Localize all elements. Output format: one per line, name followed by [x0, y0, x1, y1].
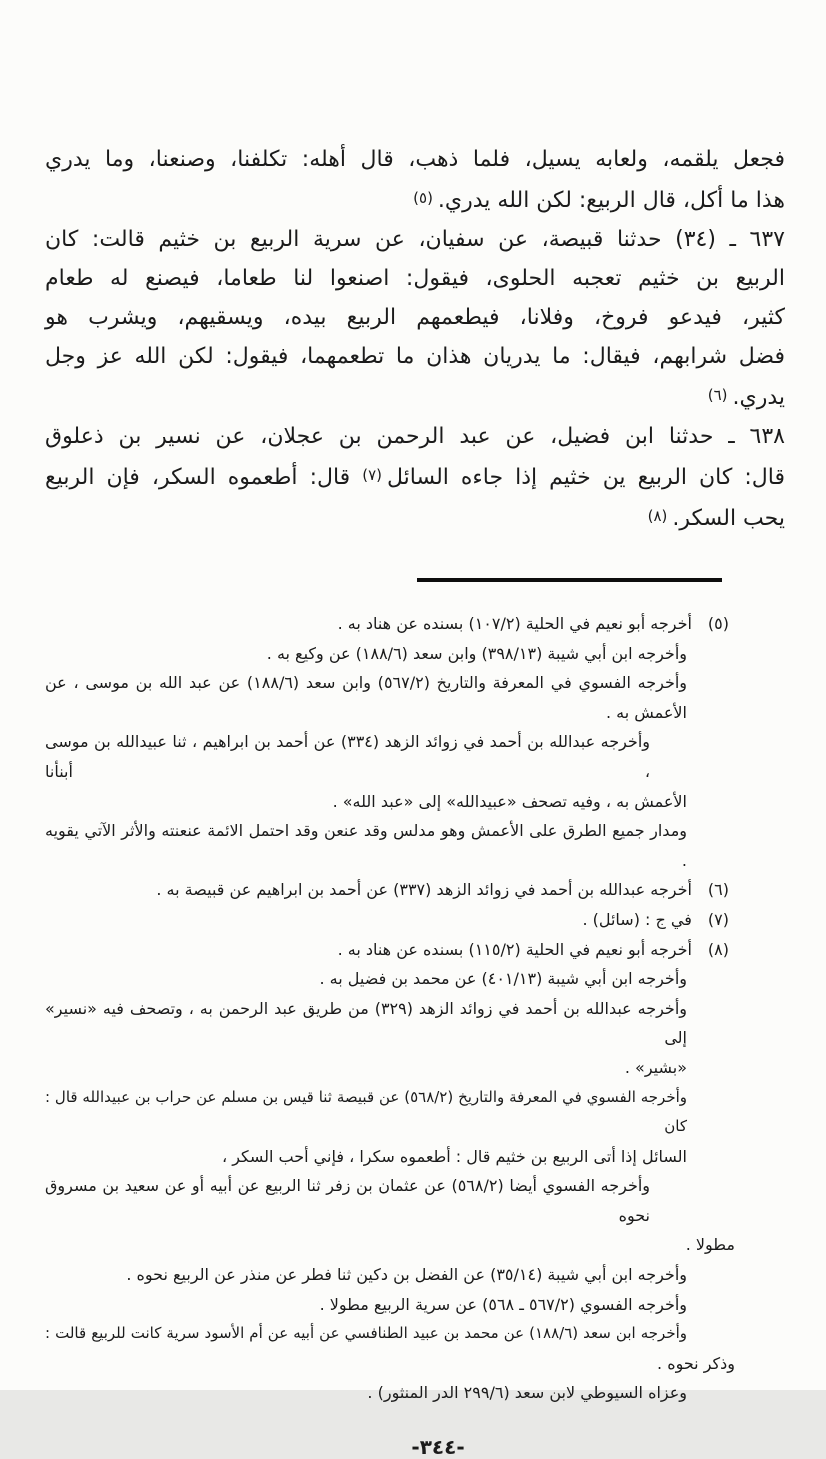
footnote-ref-6: (٦) — [707, 386, 728, 404]
footnote-line: وعزاه السيوطي لابن سعد (٢٩٩/٦ الدر المنثور) . — [367, 1383, 687, 1403]
footnote-line: الأعمش به . — [605, 702, 687, 722]
footnote-ref-7: (٧) — [362, 466, 382, 484]
text-line: ٦٣٧ ـ (٣٤) حدثنا قبيصة، عن سفيان، عن سرية الربيع بن خثيم قالت: كان — [45, 227, 785, 252]
footnote-line: وأخرجه الفسوي (٥٦٧/٢ ـ ٥٦٨) عن سرية الربيع مطولا . — [319, 1294, 687, 1314]
text-line: يحب السكر.$^{(٨)}$ — [647, 506, 785, 531]
footnote-line: وأخرجه عبدالله بن أحمد في زوائد الزهد (٣٢٩) من طريق عبد الرحمن به ، وتصحف فيه «نسير» إلى — [45, 998, 687, 1048]
footnote-number: (٧) — [707, 909, 729, 929]
footnote-line: وأخرجه عبدالله بن أحمد في زوائد الزهد (٣٣٤) عن أحمد بن ابراهيم ، ثنا عبيدالله بن موسى ، أبنأنا — [45, 732, 650, 781]
footnote-line: (٥)أخرجه أبو نعيم في الحلية (١٠٧/٢) بسنده عن هناد به . — [45, 609, 785, 639]
footnote-line: (٦)أخرجه عبدالله بن أحمد في زوائد الزهد (٣٣٧) عن أحمد بن ابراهيم عن قبيصة به . — [45, 875, 785, 905]
footnote-number: (٦) — [707, 880, 729, 900]
footnote-line: وأخرجه ابن سعد (١٨٨/٦) عن محمد بن عبيد الطنافسي عن أبيه عن أم الأسود سرية كانت للربيع قالت : — [45, 1324, 687, 1343]
footnote-line: ومدار جميع الطرق على الأعمش وهو مدلس وقد عنعن وقد احتمل الائمة عنعنته والأثر الآتي يقويه . — [45, 821, 687, 870]
text-line: قال: كان الربيع ين خثيم إذا جاءه السائل$^{(٧)}$ قال: أطعموه السكر، فإن الربيع — [45, 465, 786, 490]
text-line: يدري.$^{(٦)}$ — [707, 385, 785, 410]
footnote-line: (٨)أخرجه أبو نعيم في الحلية (١١٥/٢) بسنده عن هناد به . — [45, 935, 785, 965]
text-line: كثير، فيدعو فروخ، وفلانا، فيطعمهم الربيع بيده، ويسقيهم، ويشرب هو — [45, 305, 785, 330]
text-line: ٦٣٨ ـ حدثنا ابن فضيل، عن عبد الرحمن بن عجلان، عن نسير بن ذعلوق — [45, 424, 785, 449]
text-line: الربيع بن خثيم تعجبه الحلوى، فيقول: اصنعوا لنا طعاما، فيصنع له طعام — [45, 266, 785, 291]
footnote-number: (٥) — [707, 614, 729, 633]
footnote-line: «بشير» . — [624, 1057, 687, 1077]
footnote-separator — [417, 578, 722, 582]
footnotes-block — [45, 609, 785, 1408]
text-line: هذا ما أكل، قال الربيع: لكن الله يدري.$^{(٥)}$ — [413, 188, 785, 213]
footnote-line: وأخرجه ابن أبي شيبة (٤٠١/١٣) عن محمد بن فضيل به . — [319, 969, 687, 989]
footnote-line: وأخرجه ابن أبي شيبة (٣٩٨/١٣) وابن سعد (١٨٨/٦) عن وكيع به . — [266, 643, 687, 663]
footnote-line: وأخرجه الفسوي أيضا (٥٦٨/٢) عن عثمان بن زفر ثنا الربيع عن أبيه أو عن سعيد بن مسروق نحوه — [45, 1176, 650, 1225]
footnote-ref-8: (٨) — [647, 507, 668, 525]
footnote-line: مطولا . — [685, 1235, 735, 1255]
footnote-number: (٨) — [707, 939, 729, 959]
footnote-line: (٧)في ج : (سائل) . — [45, 905, 785, 935]
footnote-ref-5: (٥) — [413, 189, 433, 207]
text-line: فضل شرابهم، فيقال: ما يدريان هذان ما تطعمهما، فيقول: لكن الله عز وجل — [45, 344, 785, 369]
footnote-line: وأخرجه ابن أبي شيبة (٣٥/١٤) عن الفضل بن دكين ثنا فطر عن منذر عن الربيع نحوه . — [126, 1265, 687, 1285]
footnote-line: وأخرجه الفسوي في المعرفة والتاريخ (٥٦٧/٢) وابن سعد (١٨٨/٦) عن عبد الله بن موسى ، عن — [45, 673, 688, 693]
footnote-line: السائل إذا أتى الربيع بن خثيم قال : أطعموه سكرا ، فإني أحب السكر ، — [221, 1146, 687, 1166]
footnote-line: وذكر نحوه . — [657, 1353, 735, 1373]
footnote-line: وأخرجه الفسوي في المعرفة والتاريخ (٥٦٨/٢) عن قبيصة ثنا قيس بن مسلم عن حراب بن عبيدالله قال : كان — [45, 1087, 688, 1136]
footnote-line: الأعمش به ، وفيه تصحف «عبيدالله» إلى «عبد الله» . — [332, 791, 687, 811]
main-text-block — [45, 140, 785, 538]
page-number: -٣٤٤- — [411, 1435, 465, 1459]
text-line: فجعل يلقمه، ولعابه يسيل، فلما ذهب، قال أهله: تكلفنا، وصنعنا، وما يدري — [45, 147, 785, 172]
